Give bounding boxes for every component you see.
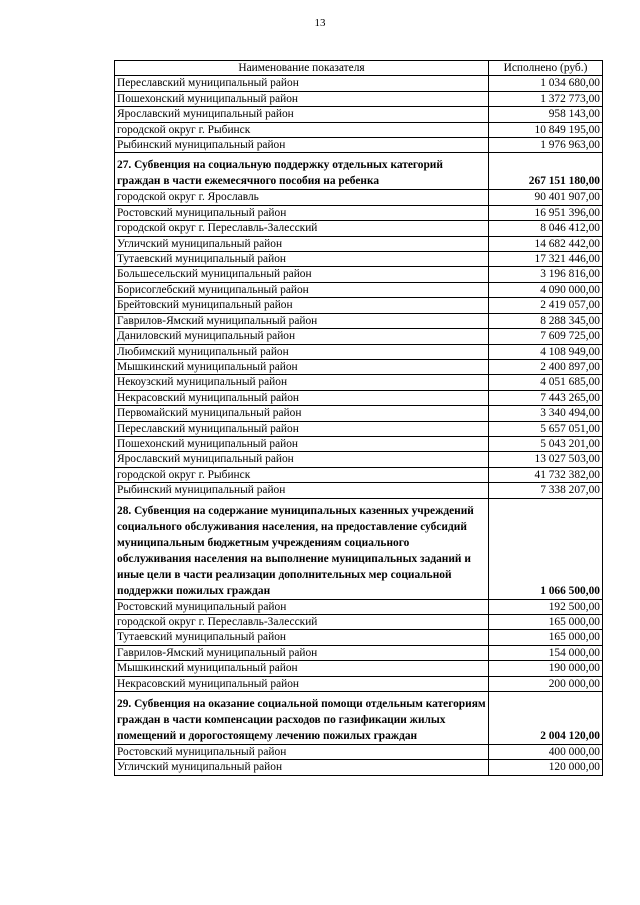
table-row xyxy=(115,122,603,137)
executed-amount: 5 043 201,00 xyxy=(489,436,603,451)
district-name: Рыбинский муниципальный район xyxy=(115,138,489,153)
district-name: Даниловский муниципальный район xyxy=(115,329,489,344)
district-name: городской округ г. Рыбинск xyxy=(115,122,489,137)
district-name: Рыбинский муниципальный район xyxy=(115,483,489,498)
district-name: Брейтовский муниципальный район xyxy=(115,298,489,313)
executed-amount: 154 000,00 xyxy=(489,645,603,660)
table-row xyxy=(115,483,603,498)
executed-amount: 17 321 446,00 xyxy=(489,252,603,267)
executed-amount: 958 143,00 xyxy=(489,107,603,122)
table-row xyxy=(115,329,603,344)
executed-amount: 7 443 265,00 xyxy=(489,390,603,405)
executed-amount: 7 338 207,00 xyxy=(489,483,603,498)
district-name: Некрасовский муниципальный район xyxy=(115,390,489,405)
district-name: Переславский муниципальный район xyxy=(115,421,489,436)
table-row xyxy=(115,236,603,251)
table-row xyxy=(115,421,603,436)
table-row xyxy=(115,599,603,614)
page-number: 13 xyxy=(314,17,326,29)
district-name: Некрасовский муниципальный район xyxy=(115,676,489,691)
executed-amount: 13 027 503,00 xyxy=(489,452,603,467)
executed-amount: 14 682 442,00 xyxy=(489,236,603,251)
executed-amount: 165 000,00 xyxy=(489,614,603,629)
executed-amount: 8 288 345,00 xyxy=(489,313,603,328)
district-name: Первомайский муниципальный район xyxy=(115,406,489,421)
table-row xyxy=(115,76,603,91)
executed-amount: 10 849 195,00 xyxy=(489,122,603,137)
table-row xyxy=(115,436,603,451)
executed-amount: 90 401 907,00 xyxy=(489,190,603,205)
district-name: Борисоглебский муниципальный район xyxy=(115,282,489,297)
table-row xyxy=(115,282,603,297)
district-name: Большесельский муниципальный район xyxy=(115,267,489,282)
table-row xyxy=(115,205,603,220)
district-name: Гаврилов-Ямский муниципальный район xyxy=(115,313,489,328)
executed-amount: 190 000,00 xyxy=(489,661,603,676)
section-header-row xyxy=(115,692,603,745)
district-name: Тутаевский муниципальный район xyxy=(115,252,489,267)
executed-amount: 120 000,00 xyxy=(489,760,603,775)
district-name: городской округ г. Ярославль xyxy=(115,190,489,205)
table-row xyxy=(115,138,603,153)
table-row xyxy=(115,661,603,676)
district-name: Ростовский муниципальный район xyxy=(115,745,489,760)
executed-amount: 1 034 680,00 xyxy=(489,76,603,91)
executed-amount: 8 046 412,00 xyxy=(489,221,603,236)
section-title: 27. Субвенция на социальную поддержку отдельных категорий граждан в части ежемесячного пособия на ребенка xyxy=(115,153,489,190)
district-name: Ярославский муниципальный район xyxy=(115,107,489,122)
column-header-value: Исполнено (руб.) xyxy=(489,61,603,76)
table-body xyxy=(115,76,603,775)
table-row xyxy=(115,375,603,390)
district-name: Ростовский муниципальный район xyxy=(115,205,489,220)
executed-amount: 200 000,00 xyxy=(489,676,603,691)
executed-amount: 165 000,00 xyxy=(489,630,603,645)
table-row xyxy=(115,406,603,421)
executed-amount: 192 500,00 xyxy=(489,599,603,614)
section-total: 2 004 120,00 xyxy=(489,692,603,745)
table-row xyxy=(115,467,603,482)
table-row xyxy=(115,252,603,267)
executed-amount: 5 657 051,00 xyxy=(489,421,603,436)
table-row xyxy=(115,645,603,660)
budget-execution-table xyxy=(114,60,603,776)
district-name: Ярославский муниципальный район xyxy=(115,452,489,467)
table-row xyxy=(115,91,603,106)
executed-amount: 7 609 725,00 xyxy=(489,329,603,344)
table-row xyxy=(115,630,603,645)
executed-amount: 4 051 685,00 xyxy=(489,375,603,390)
executed-amount: 1 372 773,00 xyxy=(489,91,603,106)
table-row xyxy=(115,452,603,467)
table-row xyxy=(115,267,603,282)
table-header-row xyxy=(115,61,603,76)
table-row xyxy=(115,359,603,374)
district-name: Ростовский муниципальный район xyxy=(115,599,489,614)
section-title: 28. Субвенция на содержание муниципальных казенных учреждений социального обслуживания населения, на предоставление субсидий муниципальным бюджетным учреждениям социального обслуживания населения на выполнение муниципальных заданий и иные цели в части реализации дополнительных мер социальной поддержки пожилых граждан xyxy=(115,498,489,599)
district-name: Угличский муниципальный район xyxy=(115,760,489,775)
district-name: городской округ г. Переславль-Залесский xyxy=(115,614,489,629)
table-row xyxy=(115,221,603,236)
table-row xyxy=(115,313,603,328)
executed-amount: 2 419 057,00 xyxy=(489,298,603,313)
executed-amount: 3 196 816,00 xyxy=(489,267,603,282)
district-name: Тутаевский муниципальный район xyxy=(115,630,489,645)
executed-amount: 2 400 897,00 xyxy=(489,359,603,374)
section-header-row xyxy=(115,498,603,599)
section-total: 267 151 180,00 xyxy=(489,153,603,190)
section-header-row xyxy=(115,153,603,190)
district-name: городской округ г. Рыбинск xyxy=(115,467,489,482)
district-name: Мышкинский муниципальный район xyxy=(115,661,489,676)
executed-amount: 400 000,00 xyxy=(489,745,603,760)
district-name: Гаврилов-Ямский муниципальный район xyxy=(115,645,489,660)
district-name: Пошехонский муниципальный район xyxy=(115,436,489,451)
district-name: Мышкинский муниципальный район xyxy=(115,359,489,374)
table-row xyxy=(115,614,603,629)
district-name: Некоузский муниципальный район xyxy=(115,375,489,390)
executed-amount: 4 090 000,00 xyxy=(489,282,603,297)
district-name: Пошехонский муниципальный район xyxy=(115,91,489,106)
executed-amount: 41 732 382,00 xyxy=(489,467,603,482)
table-row xyxy=(115,344,603,359)
table-row xyxy=(115,107,603,122)
executed-amount: 3 340 494,00 xyxy=(489,406,603,421)
executed-amount: 16 951 396,00 xyxy=(489,205,603,220)
table-row xyxy=(115,676,603,691)
district-name: городской округ г. Переславль-Залесский xyxy=(115,221,489,236)
column-header-name: Наименование показателя xyxy=(115,61,489,76)
table-row xyxy=(115,760,603,775)
table-row xyxy=(115,745,603,760)
district-name: Угличский муниципальный район xyxy=(115,236,489,251)
table-row xyxy=(115,390,603,405)
executed-amount: 4 108 949,00 xyxy=(489,344,603,359)
table-row xyxy=(115,298,603,313)
table-row xyxy=(115,190,603,205)
section-title: 29. Субвенция на оказание социальной помощи отдельным категориям граждан в части компенсации расходов по газификации жилых помещений и дорогостоящему лечению пожилых граждан xyxy=(115,692,489,745)
executed-amount: 1 976 963,00 xyxy=(489,138,603,153)
district-name: Любимский муниципальный район xyxy=(115,344,489,359)
section-total: 1 066 500,00 xyxy=(489,498,603,599)
district-name: Переславский муниципальный район xyxy=(115,76,489,91)
